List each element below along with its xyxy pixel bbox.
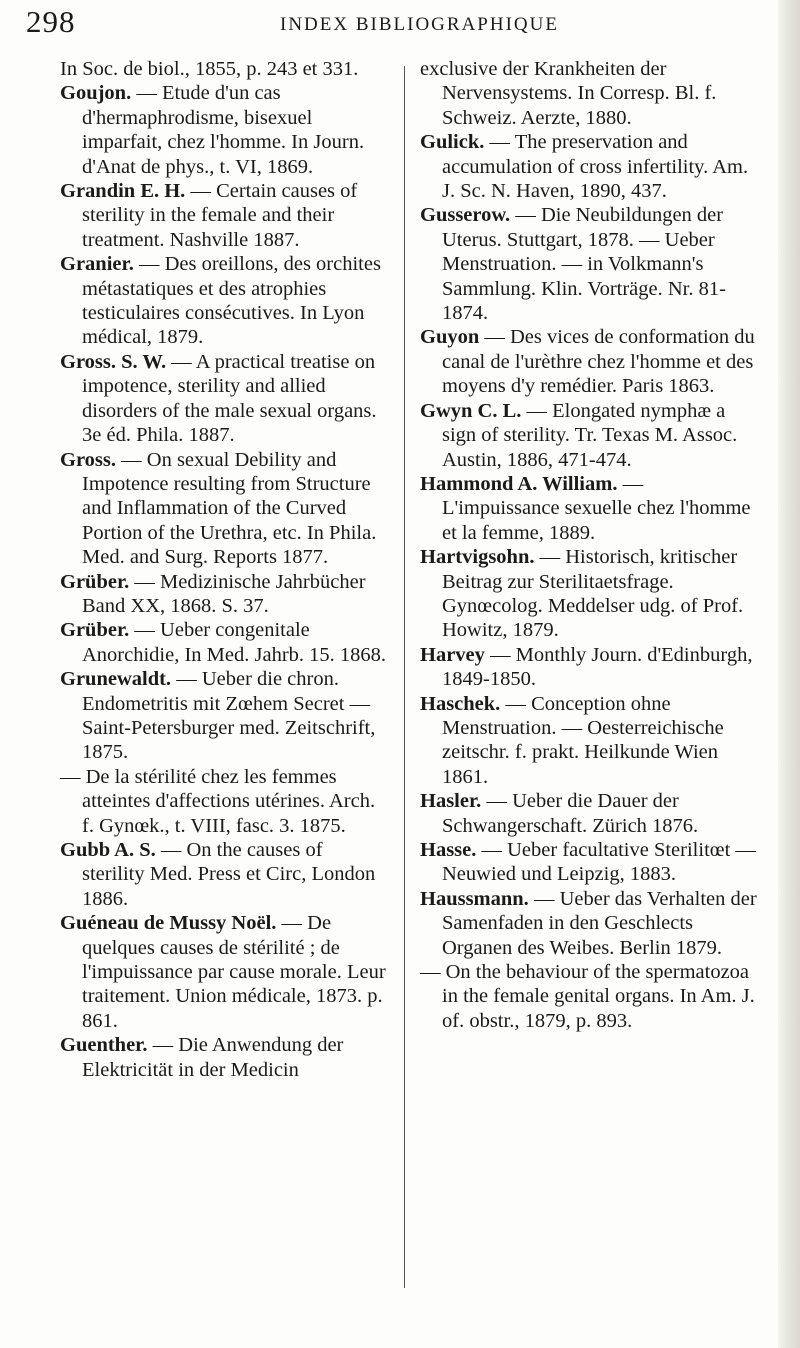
entry-text: — Des oreillons, des orchites métastatiques et des atrophies testiculaires consécutives. In Lyon médical, 1879. (82, 253, 381, 349)
running-head: INDEX BIBLIOGRAPHIQUE (280, 14, 559, 35)
entry-text: — Elongated nymphæ a sign of sterility. Tr. Texas M. Assoc. Austin, 1886, 471-474. (442, 399, 738, 471)
bibliography-entry (420, 472, 760, 545)
entry-author: Grandin E. H. (60, 180, 186, 203)
bibliography-entry (60, 838, 390, 911)
bibliography-entry (60, 350, 390, 448)
entry-text: — On sexual Debility and Impotence resulting from Structure and Inflammation of the Curved Portion of the Urethra, etc. In Phila. Med. and Surg. Reports 1877. (82, 448, 377, 569)
entry-author: Gusserow. (420, 204, 511, 227)
entry-author: Guéneau de Mussy Noël. (60, 912, 277, 935)
entry-author: Gwyn C. L. (420, 399, 522, 422)
entry-author: Hasler. (420, 790, 482, 813)
bibliography-entry (60, 765, 390, 838)
entry-text: — Des vices de conformation du canal de l'urèthre chez l'homme et des moyens d'y remédier. Paris 1863. (442, 326, 755, 398)
entry-author: Grüber. (60, 570, 130, 593)
bibliography-entry (60, 1033, 390, 1082)
bibliography-entry (420, 545, 760, 643)
entry-author: Grüber. (60, 619, 130, 642)
entry-author: Granier. (60, 253, 134, 276)
entry-author: Hammond A. William. (420, 472, 618, 495)
entry-text: — Certain causes of sterility in the female and their treatment. Nashville 1887. (82, 180, 358, 251)
bibliography-entry (420, 838, 760, 887)
entry-text: — Historisch, kritischer Beitrag zur Sterilitaetsfrage. Gynœcolog. Meddelser udg. of Prof. Howitz, 1879. (442, 546, 744, 642)
left-column (60, 57, 390, 1082)
bibliography-entry (420, 887, 760, 960)
entry-text: — A practical treatise on impotence, sterility and allied disorders of the male sexual organs. 3e éd. Phila. 1887. (82, 350, 377, 447)
page-number: 298 (26, 4, 76, 39)
entry-author: Guyon (420, 326, 480, 349)
bibliography-entry (60, 448, 390, 570)
bibliography-entry (60, 911, 390, 1033)
bibliography-entry (60, 667, 390, 765)
entry-text: — L'impuissance sexuelle chez l'homme et la femme, 1889. (442, 472, 751, 544)
bibliography-entry (420, 57, 760, 130)
page-edge (778, 0, 800, 1348)
entry-author: Haussmann. (420, 887, 529, 910)
entry-text: — Ueber congenitale Anorchidie, In Med. Jahrb. 15. 1868. (82, 619, 387, 666)
bibliography-entry (420, 692, 760, 790)
entry-text: — De quelques causes de stérilité ; de l'impuissance par cause morale. Leur traitement. Union médicale, 1873. p. 861. (82, 912, 386, 1032)
entry-author: Gulick. (420, 131, 485, 154)
entry-author: Haschek. (420, 692, 501, 715)
entry-text: — On the causes of sterility Med. Press et Circ, London 1886. (82, 839, 376, 910)
bibliography-entry (60, 81, 390, 179)
bibliography-entry (420, 203, 760, 325)
bibliography-entry (420, 130, 760, 203)
entry-author: Harvey (420, 643, 485, 666)
entry-author: Hartvigsohn. (420, 546, 535, 569)
entry-text: In Soc. de biol., 1855, p. 243 et 331. (60, 58, 359, 80)
bibliography-entry (420, 789, 760, 838)
entry-text: — The preservation and accumulation of cross infertility. Am. J. Sc. N. Haven, 1890, 437. (442, 131, 749, 203)
entry-text: — Monthly Journ. d'Edinburgh, 1849-1850. (442, 643, 753, 691)
bibliography-entry (420, 643, 760, 692)
entry-text: — Ueber das Verhalten der Samenfaden in den Geschlects Organen des Weibes. Berlin 1879. (442, 887, 757, 959)
entry-author: Gross. S. W. (60, 350, 167, 373)
entry-text: — Medizinische Jahrbücher Band XX, 1868. S. 37. (82, 570, 366, 617)
entry-text: — On the behaviour of the spermatozoa in the female genital organs. In Am. J. of. obstr., 1879, p. 893. (420, 961, 755, 1032)
entry-author: Hasse. (420, 839, 477, 861)
bibliography-entry (420, 960, 760, 1033)
entry-text: — Ueber die Dauer der Schwangerschaft. Zürich 1876. (442, 790, 699, 837)
entry-author: Goujon. (60, 82, 132, 105)
entry-text: — Ueber facultative Sterilitœt — Neuwied und Leipzig, 1883. (442, 839, 756, 886)
entry-author: Gubb A. S. (60, 839, 156, 861)
entry-text: — Die Neubildungen der Uterus. Stuttgart, 1878. — Ueber Menstruation. — in Volkmann's Sammlung. Klin. Vorträge. Nr. 81-1874. (442, 204, 726, 325)
bibliography-entry (60, 570, 390, 619)
entry-author: Guenther. (60, 1034, 148, 1057)
bibliography-entry (60, 179, 390, 252)
entry-author: Gross. (60, 448, 117, 471)
bibliography-entry (420, 325, 760, 398)
entry-text: exclusive der Krankheiten der Nervensystems. In Corresp. Bl. f. Schweiz. Aerzte, 1880. (420, 58, 717, 129)
entry-text: — Die Anwendung der Elektricität in der Medicin (82, 1034, 344, 1081)
entry-text: — Conception ohne Menstruation. — Oesterreichische zeitschr. f. prakt. Heilkunde Wien 1861. (442, 692, 724, 788)
right-column (420, 57, 760, 1033)
entry-text: — Ueber die chron. Endometritis mit Zœhem Secret — Saint-Petersburger med. Zeitschrift, 1875. (82, 668, 376, 764)
entry-text: — De la stérilité chez les femmes atteintes d'affections utérines. Arch. f. Gynœk., t. VIII, fasc. 3. 1875. (60, 765, 376, 837)
bibliography-entry (420, 399, 760, 472)
entry-text: — Etude d'un cas d'hermaphrodisme, bisexuel imparfait, chez l'homme. In Journ. d'Anat de phys., t. VI, 1869. (82, 82, 365, 178)
entry-author: Grunewaldt. (60, 668, 172, 691)
column-divider (404, 66, 405, 1288)
bibliography-entry (60, 57, 390, 81)
bibliography-entry (60, 252, 390, 350)
bibliography-entry (60, 618, 390, 667)
